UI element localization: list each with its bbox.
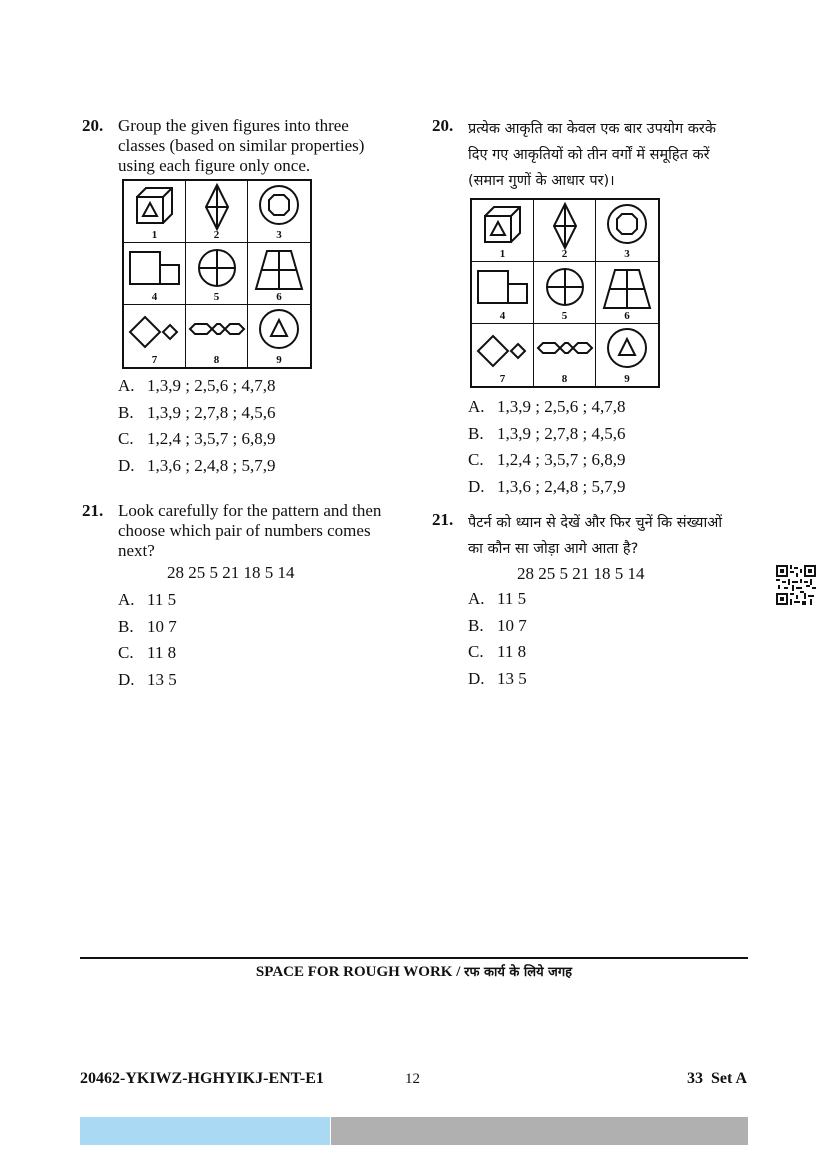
option-text: 1,3,9 ; 2,5,6 ; 4,7,8	[497, 397, 626, 416]
options-list	[468, 394, 762, 500]
option-text: 1,3,9 ; 2,7,8 ; 4,5,6	[497, 423, 626, 443]
option-text: 11 8	[497, 642, 527, 661]
question-text-line: प्रत्येक आकृति का केवल एक बार उपयोग करके	[468, 121, 716, 137]
option-text: 11 5	[147, 590, 177, 609]
figure-cell	[472, 324, 534, 386]
question-text-line: choose which pair of numbers comes	[118, 521, 371, 540]
question-number: 20.	[82, 116, 104, 135]
figure-number: 7	[151, 354, 158, 366]
english-column	[82, 116, 412, 693]
rough-work-hindi: रफ कार्य के लिये जगह	[464, 965, 573, 980]
option-c[interactable]	[118, 426, 412, 453]
figure-number: 9	[276, 354, 282, 366]
option-b[interactable]	[118, 400, 412, 427]
question-text-line: next?	[118, 541, 155, 560]
option-b[interactable]	[468, 421, 762, 448]
footer-bar-left	[80, 1117, 330, 1145]
option-label: A.	[118, 376, 135, 395]
option-text: 13 5	[147, 669, 177, 689]
option-text: 10 7	[147, 616, 177, 636]
options-list	[118, 587, 412, 693]
option-text: 1,3,6 ; 2,4,8 ; 5,7,9	[497, 476, 626, 496]
figure-cell	[472, 262, 534, 324]
option-d[interactable]	[468, 666, 762, 693]
option-label: D.	[118, 669, 135, 689]
figure-cell	[248, 305, 310, 367]
figure-number: 4	[499, 310, 506, 322]
question-number: 20.	[432, 116, 454, 135]
option-label: D.	[118, 455, 135, 475]
option-label: B.	[118, 616, 134, 636]
figure-cell	[596, 200, 658, 262]
rough-work-english: SPACE FOR ROUGH WORK /	[255, 964, 465, 980]
question-21-hi	[432, 510, 762, 692]
option-label: B.	[468, 615, 484, 635]
option-a[interactable]	[468, 586, 762, 613]
figure-number: 3	[276, 229, 282, 241]
figure-number: 8	[561, 373, 568, 385]
option-text: 1,3,9 ; 2,7,8 ; 4,5,6	[147, 402, 276, 422]
option-label: A.	[118, 590, 135, 609]
option-label: C.	[118, 429, 134, 448]
option-label: C.	[468, 450, 484, 469]
set-number: 33	[687, 1070, 703, 1087]
figure-cell	[124, 305, 186, 367]
option-text: 1,3,9 ; 2,5,6 ; 4,7,8	[147, 376, 276, 395]
figure-cell	[124, 243, 186, 305]
option-c[interactable]	[468, 447, 762, 474]
page-number: 12	[405, 1071, 420, 1087]
question-20-hi	[432, 116, 762, 500]
rough-work-heading	[80, 962, 748, 981]
question-number: 21.	[432, 510, 454, 529]
option-b[interactable]	[118, 614, 412, 641]
options-list	[468, 586, 762, 692]
question-text	[468, 116, 762, 194]
option-b[interactable]	[468, 613, 762, 640]
question-text-line: पैटर्न को ध्यान से देखें और फिर चुनें कि संख्याओं	[468, 515, 723, 531]
figure-cell	[124, 181, 186, 243]
figure-number: 3	[624, 248, 630, 260]
divider-line	[80, 957, 748, 959]
question-20-en	[82, 116, 412, 479]
figure-cell	[186, 181, 248, 243]
figure-cell	[472, 200, 534, 262]
figure-number: 4	[151, 291, 158, 303]
figure-cell	[186, 305, 248, 367]
figure-number: 5	[213, 291, 220, 303]
option-text: 11 5	[497, 589, 527, 608]
option-text: 13 5	[497, 668, 527, 688]
question-text-line: का कौन सा जोड़ा आगे आता है?	[468, 541, 639, 557]
set-info	[687, 1070, 747, 1088]
option-d[interactable]	[468, 474, 762, 501]
option-label: B.	[118, 402, 134, 422]
figure-number: 6	[624, 310, 630, 322]
figure-cell	[596, 262, 658, 324]
option-a[interactable]	[118, 587, 412, 614]
option-label: A.	[468, 397, 485, 416]
option-text: 1,2,4 ; 3,5,7 ; 6,8,9	[147, 429, 276, 448]
option-label: A.	[468, 589, 485, 608]
figure-number: 8	[213, 354, 220, 366]
option-c[interactable]	[468, 639, 762, 666]
question-text	[468, 510, 762, 562]
set-label: Set A	[711, 1070, 747, 1087]
options-list	[118, 373, 412, 479]
figure-number: 6	[276, 291, 282, 303]
option-text: 10 7	[497, 615, 527, 635]
paper-code: 20462-YKIWZ-HGHYIKJ-ENT-E1	[80, 1070, 324, 1087]
option-text: 1,3,6 ; 2,4,8 ; 5,7,9	[147, 455, 276, 475]
option-c[interactable]	[118, 640, 412, 667]
question-text-line: दिए गए आकृतियों को तीन वर्गों में समूहित करें	[468, 147, 710, 163]
question-text-line: Look carefully for the pattern and then	[118, 501, 382, 520]
footer-bar-right	[331, 1117, 748, 1145]
qr-code-icon	[776, 565, 816, 605]
figure-cell	[596, 324, 658, 386]
figure-number: 5	[561, 310, 568, 322]
figure-number: 2	[561, 248, 568, 260]
option-text: 11 8	[147, 643, 177, 662]
option-label: B.	[468, 423, 484, 443]
number-sequence: 28 25 5 21 18 5 14	[517, 564, 645, 583]
figure-cell	[186, 243, 248, 305]
figure-grid	[470, 198, 660, 388]
option-label: C.	[118, 643, 134, 662]
option-d[interactable]	[118, 667, 412, 694]
figure-number: 9	[624, 373, 630, 385]
question-text-line: using each figure only once.	[118, 156, 311, 175]
figure-number: 1	[151, 229, 158, 241]
option-label: D.	[468, 668, 485, 688]
figure-cell	[248, 181, 310, 243]
question-text	[118, 501, 412, 561]
figure-number: 1	[499, 248, 506, 260]
question-text-line: classes (based on similar properties)	[118, 136, 365, 155]
option-a[interactable]	[468, 394, 762, 421]
option-d[interactable]	[118, 453, 412, 480]
option-label: C.	[468, 642, 484, 661]
hindi-column	[432, 116, 762, 692]
figure-number: 2	[213, 229, 220, 241]
question-21-en	[82, 501, 412, 693]
figure-cell	[534, 262, 596, 324]
figure-cell	[534, 200, 596, 262]
question-number: 21.	[82, 501, 104, 520]
question-text-line: Group the given figures into three	[118, 116, 349, 135]
number-sequence: 28 25 5 21 18 5 14	[167, 563, 295, 582]
question-text-line: (समान गुणों के आधार पर)।	[468, 173, 615, 189]
figure-number: 7	[499, 373, 506, 385]
option-a[interactable]	[118, 373, 412, 400]
question-text	[118, 116, 412, 176]
option-label: D.	[468, 476, 485, 496]
figure-grid	[122, 179, 312, 369]
figure-cell	[248, 243, 310, 305]
option-text: 1,2,4 ; 3,5,7 ; 6,8,9	[497, 450, 626, 469]
figure-cell	[534, 324, 596, 386]
